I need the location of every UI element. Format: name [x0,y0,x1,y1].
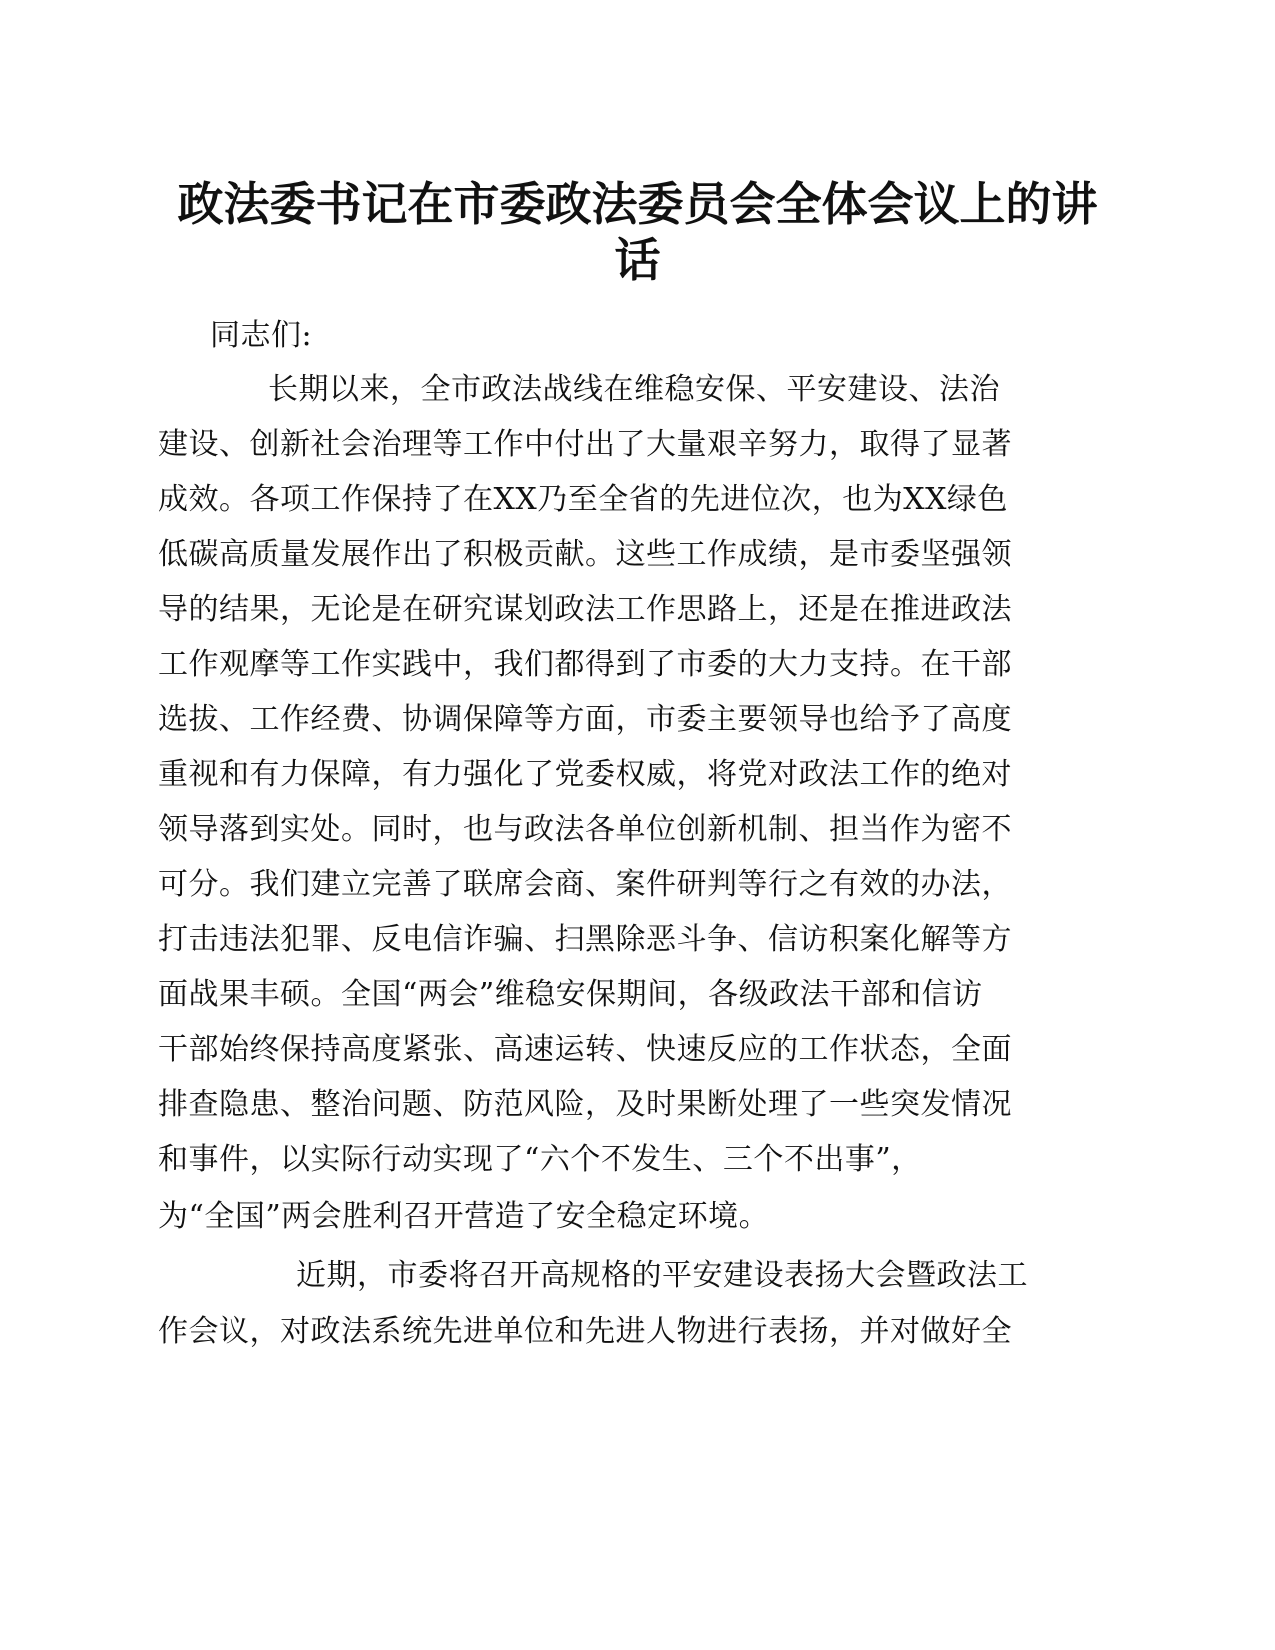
paragraph-line: 低碳高质量发展作出了积极贡献。这些工作成绩，是市委坚强领 [158,537,1012,572]
paragraph-line: 选拔、工作经费、协调保障等方面，市委主要领导也给予了高度 [158,702,1012,737]
title-line-1: 政法委书记在市委政法委员会全体会议上的讲 [177,177,1098,231]
paragraph-line: 排查隐患、整治问题、防范风险，及时果断处理了一些突发情况 [158,1087,1012,1122]
paragraph-line: 成效。各项工作保持了在XX乃至全省的先进位次，也为XX绿色 [158,482,1008,517]
paragraph-line: 干部始终保持高度紧张、高速运转、快速反应的工作状态，全面 [158,1032,1012,1067]
paragraph-line: 作会议，对政法系统先进单位和先进人物进行表扬，并对做好全 [158,1314,1012,1349]
paragraph-line: 导的结果，无论是在研究谋划政法工作思路上，还是在推进政法 [158,592,1012,627]
paragraph-line: 可分。我们建立完善了联席会商、案件研判等行之有效的办法， [158,867,1012,902]
paragraph-line: 和事件，以实际行动实现了“六个不发生、三个不出事”， [158,1142,922,1177]
paragraph-line: 建设、创新社会治理等工作中付出了大量艰辛努力，取得了显著 [158,427,1012,462]
paragraph-line: 领导落到实处。同时，也与政法各单位创新机制、担当作为密不 [158,812,1012,847]
paragraph-line: 打击违法犯罪、反电信诈骗、扫黑除恶斗争、信访积案化解等方 [158,922,1012,957]
salutation: 同志们: [210,318,313,353]
paragraph-line: 工作观摩等工作实践中，我们都得到了市委的大力支持。在干部 [158,647,1012,682]
paragraph-line: 为“全国”两会胜利召开营造了安全稳定环境。 [158,1199,770,1234]
document-title [0,176,1275,288]
paragraph-line: 近期，市委将召开高规格的平安建设表扬大会暨政法工 [296,1258,1028,1293]
paragraph-line: 长期以来，全市政法战线在维稳安保、平安建设、法治 [268,372,1000,407]
title-line-2: 话 [614,233,661,287]
paragraph-line: 面战果丰硕。全国“两会”维稳安保期间，各级政法干部和信访 [158,977,983,1012]
paragraph-line: 重视和有力保障，有力强化了党委权威，将党对政法工作的绝对 [158,757,1012,792]
